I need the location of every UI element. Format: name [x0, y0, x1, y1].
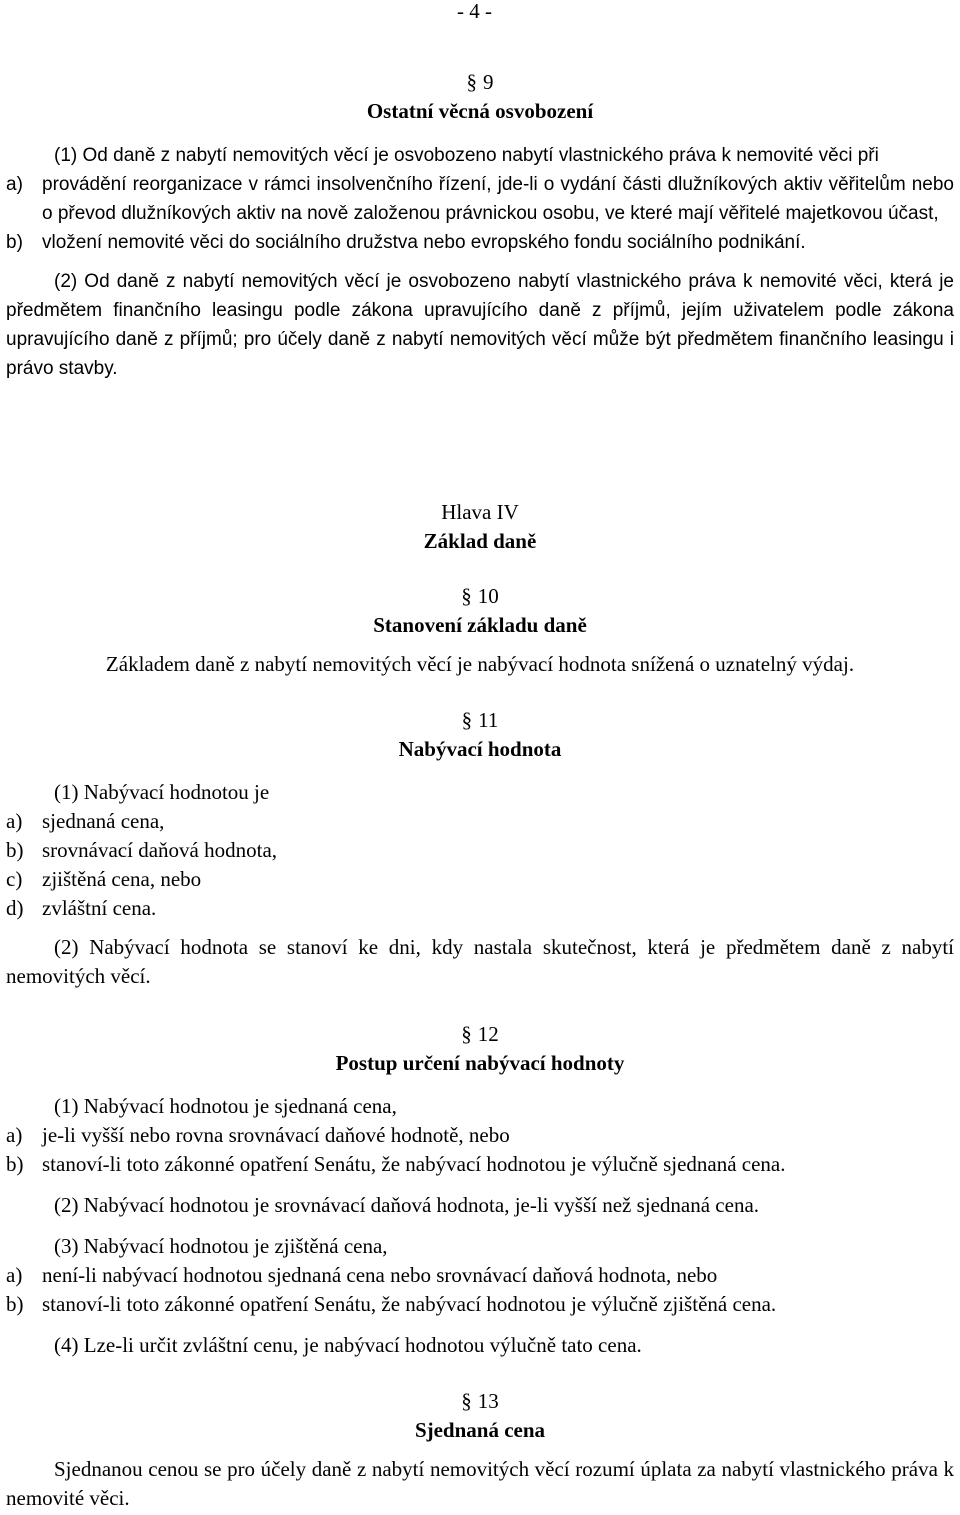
section-11-paragraph-2: (2) Nabývací hodnota se stanoví ke dni, kdy nastala skutečnost, která je předmětem daně z nabytí nemovitých věcí. [6, 935, 954, 988]
page-number: - 4 - [457, 0, 492, 23]
section-9-body [0, 141, 960, 383]
section-12-p3-item-b: b) stanoví-li toto zákonné opatření Senátu, že nabývací hodnotou je výlučně zjištěná cena. [6, 1292, 777, 1316]
section-sign-icon: § [461, 1389, 472, 1413]
section-10-title: Stanovení základu daně [373, 613, 587, 637]
section-11-title: Nabývací hodnota [398, 737, 562, 761]
section-11-list [0, 778, 960, 991]
chapter-heading [0, 498, 960, 556]
chapter-label: Hlava IV [441, 500, 519, 524]
section-11 [0, 706, 960, 764]
section-12-heading: § 12 [461, 1022, 499, 1046]
section-11-item-a: a) sjednaná cena, [6, 809, 165, 833]
section-13-text: Sjednanou cenou se pro účely daně z nabytí nemovitých věcí rozumí úplata za nabytí vlastnického práva k nemovité věci. [6, 1457, 954, 1510]
section-11-heading: § 11 [461, 708, 499, 732]
section-12-paragraph-4: (4) Lze-li určit zvláštní cenu, je nabývací hodnotou výlučně tato cena. [54, 1333, 642, 1357]
section-9-paragraph-1: (1) Od daně z nabytí nemovitých věcí je osvobozeno nabytí vlastnického práva k nemovité věci při [54, 145, 879, 166]
section-11-item-d: d) zvláštní cena. [6, 896, 157, 920]
section-12-paragraph-1: (1) Nabývací hodnotou je sjednaná cena, [54, 1094, 397, 1118]
section-9-item-a: a) provádění reorganizace v rámci insolvenčního řízení, jde-li o vydání části dlužníkových aktiv věřitelům nebo o převod dlužníkových aktiv na nově založenou právnickou osobu, ve které mají věřitelé majetkovou účast, [6, 174, 954, 224]
section-13-title: Sjednaná cena [414, 1418, 546, 1442]
section-sign-icon: § [461, 708, 473, 732]
section-13 [0, 1387, 960, 1513]
section-11-paragraph-1: (1) Nabývací hodnotou je [54, 780, 270, 804]
section-9-item-b: b) vložení nemovité věci do sociálního družstva nebo evropského fondu sociálního podnikání. [6, 232, 806, 253]
section-sign-icon: § [461, 584, 472, 608]
section-12-title: Postup určení nabývací hodnoty [335, 1051, 625, 1075]
section-9-heading: § 9 [466, 70, 494, 94]
section-10 [0, 582, 960, 679]
section-12-body [0, 1092, 960, 1360]
section-12 [0, 1020, 960, 1078]
section-11-item-b: b) srovnávací daňová hodnota, [6, 838, 278, 862]
section-12-paragraph-2: (2) Nabývací hodnotou je srovnávací daňová hodnota, je-li vyšší než sjednaná cena. [54, 1193, 760, 1217]
section-9-paragraph-2: (2) Od daně z nabytí nemovitých věcí je osvobozeno nabytí vlastnického práva k nemovité věci, která je předmětem finančního leasingu podle zákona upravujícího daně z příjmů, jejím uživatelem podle zákona upravujícího daně z příjmů; pro účely daně z nabytí nemovitých věcí může být předmětem finančního leasingu i právo stavby. [6, 271, 954, 379]
section-sign-icon: § [461, 1022, 472, 1046]
section-12-paragraph-3: (3) Nabývací hodnotou je zjištěná cena, [54, 1234, 388, 1258]
chapter-title: Základ daně [423, 529, 537, 553]
section-9 [0, 68, 960, 126]
section-10-heading: § 10 [461, 584, 499, 608]
section-12-p1-item-a: a) je-li vyšší nebo rovna srovnávací daňové hodnotě, nebo [6, 1123, 510, 1147]
section-13-heading: § 13 [461, 1389, 499, 1413]
section-12-p1-item-b: b) stanoví-li toto zákonné opatření Senátu, že nabývací hodnotou je výlučně sjednaná cena. [6, 1152, 786, 1176]
section-10-text: Základem daně z nabytí nemovitých věcí je nabývací hodnota snížená o uznatelný výdaj. [105, 652, 855, 676]
section-11-item-c: c) zjištěná cena, nebo [6, 867, 202, 891]
section-9-title: Ostatní věcná osvobození [366, 99, 594, 123]
section-sign-icon: § [466, 70, 477, 94]
section-12-p3-item-a: a) není-li nabývací hodnotou sjednaná cena nebo srovnávací daňová hodnota, nebo [6, 1263, 718, 1287]
